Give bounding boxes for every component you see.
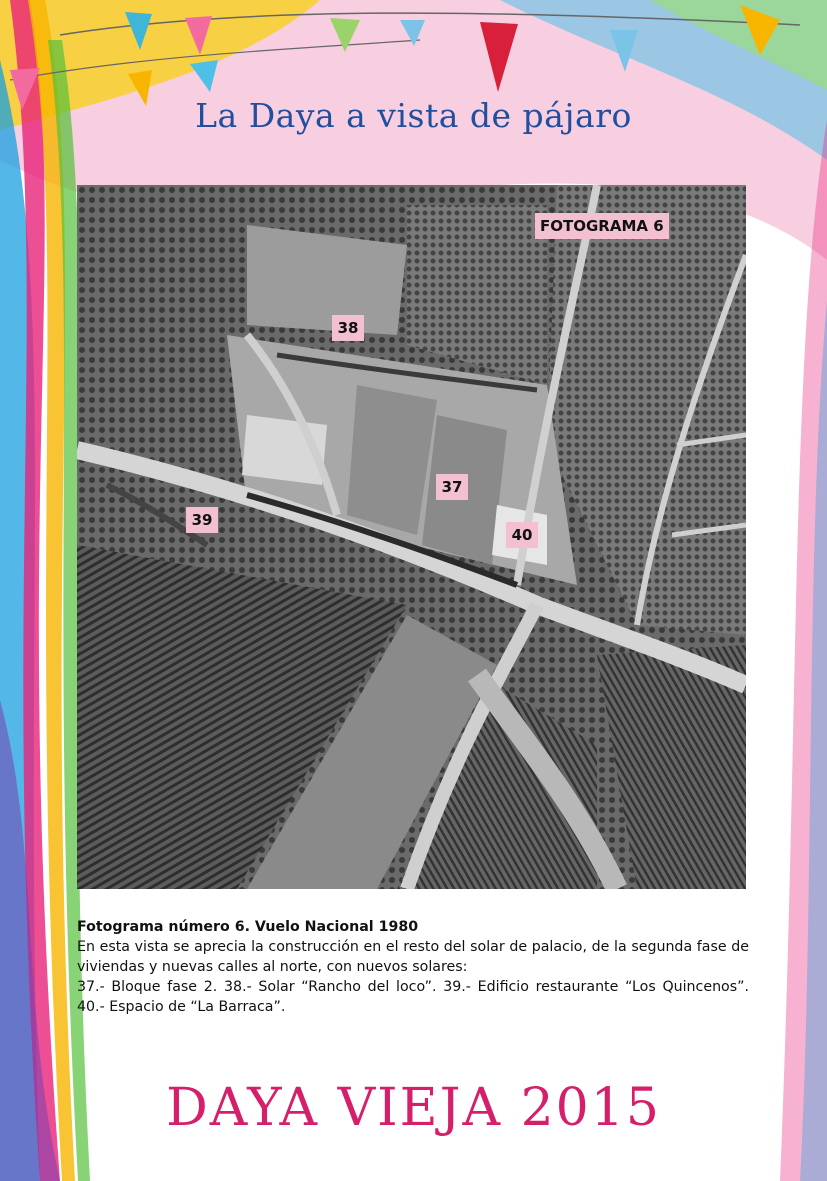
caption-description: En esta vista se aprecia la construcción en el resto del solar de palacio, de la segunda fase de viviendas y nuevas calles al norte, con nuevos solares: (77, 939, 749, 975)
page-title: La Daya a vista de pájaro (195, 96, 632, 135)
frame-label: FOTOGRAMA 6 (535, 213, 669, 239)
caption-title: Fotograma número 6. Vuelo Nacional 1980 (77, 919, 419, 935)
footer-title: DAYA VIEJA 2015 (166, 1078, 661, 1138)
aerial-photograph (77, 185, 746, 889)
caption-legend: 37.- Bloque fase 2. 38.- Solar “Rancho del loco”. 39.- Edificio restaurante “Los Quincenos”. 40.- Espacio de “La Barraca”. (77, 979, 749, 1015)
marker-38: 38 (332, 315, 364, 341)
marker-37: 37 (436, 474, 468, 500)
marker-40: 40 (506, 522, 538, 548)
photo-caption (77, 917, 749, 1017)
marker-39: 39 (186, 507, 218, 533)
